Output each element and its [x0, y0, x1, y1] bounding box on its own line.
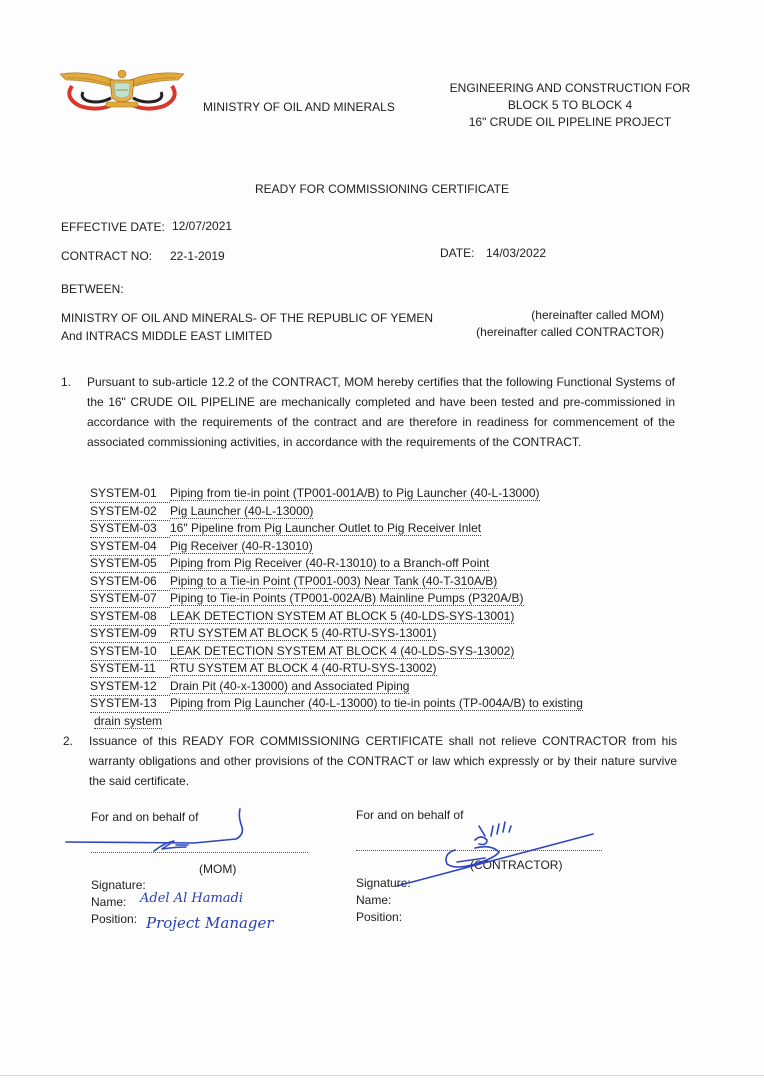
- effective-date-label: EFFECTIVE DATE:: [61, 220, 165, 234]
- mom-position-label: Position:: [91, 912, 138, 926]
- system-description-continuation: drain system: [94, 713, 163, 728]
- contractor-name-label: Name:: [356, 893, 392, 907]
- system-description: LEAK DETECTION SYSTEM AT BLOCK 5 (40-LDS-SYS-13001): [170, 608, 515, 623]
- system-row: [90, 520, 610, 538]
- effective-date-value: 12/07/2021: [172, 219, 233, 233]
- page-edge: [0, 1075, 764, 1076]
- between-label: BETWEEN:: [61, 282, 124, 296]
- system-row: [90, 485, 610, 503]
- system-id: SYSTEM-10: [90, 643, 170, 661]
- system-id: SYSTEM-13: [90, 695, 170, 713]
- system-row-continuation: [90, 713, 610, 731]
- clause-text: Pursuant to sub-article 12.2 of the CONTRACT, MOM hereby certifies that the following Functional Systems of the 16" CRUDE OIL PIPELINE are mechanically completed and have been tested and pre-commissioned in accordance with the requirements of the contract and are therefore in readiness for commencement of the associated commissioning activities, in accordance with the requirements of the CONTRACT.: [87, 375, 675, 449]
- contractor-on-behalf-label: For and on behalf of: [356, 808, 464, 822]
- system-description: Drain Pit (40-x-13000) and Associated Piping: [170, 678, 410, 693]
- system-description: RTU SYSTEM AT BLOCK 5 (40-RTU-SYS-13001): [170, 626, 437, 640]
- date-value: 14/03/2022: [486, 246, 547, 260]
- party-2-alias: (hereinafter called CONTRACTOR): [476, 325, 664, 339]
- contractor-signature-label: Signature:: [356, 876, 411, 890]
- party-2: And INTRACS MIDDLE EAST LIMITED: [61, 329, 273, 343]
- system-id: SYSTEM-12: [90, 678, 170, 696]
- system-description: RTU SYSTEM AT BLOCK 4 (40-RTU-SYS-13002): [170, 661, 437, 675]
- system-description: Pig Receiver (40-R-13010): [170, 538, 313, 553]
- project-header: [440, 80, 700, 131]
- clause-number: 2.: [63, 734, 74, 748]
- clause-1: [61, 372, 675, 452]
- system-description: Piping from tie-in point (TP001-001A/B) to Pig Launcher (40-L-13000): [170, 486, 540, 500]
- system-id: SYSTEM-06: [90, 573, 170, 591]
- system-id: SYSTEM-04: [90, 538, 170, 556]
- yemen-eagle-emblem-icon: [58, 68, 186, 112]
- mom-signature-label: Signature:: [91, 878, 146, 892]
- clause-text: Issuance of this READY FOR COMMISSIONING CERTIFICATE shall not relieve CONTRACTOR from his warranty obligations and other provisions of the CONTRACT or law which expressly or by their nature survive the said certificate.: [89, 734, 677, 788]
- system-id: SYSTEM-09: [90, 625, 170, 643]
- systems-list: [90, 485, 610, 730]
- system-id: SYSTEM-03: [90, 520, 170, 538]
- contract-no-value: 22-1-2019: [170, 249, 225, 263]
- system-row: [90, 573, 610, 591]
- system-row: [90, 503, 610, 521]
- mom-name-label: Name:: [91, 895, 127, 909]
- project-line: ENGINEERING AND CONSTRUCTION FOR: [449, 81, 691, 95]
- system-row: [90, 555, 610, 573]
- system-id: SYSTEM-01: [90, 485, 170, 503]
- party-1: MINISTRY OF OIL AND MINERALS- OF THE REPUBLIC OF YEMEN: [61, 311, 434, 325]
- contractor-handwritten-signature: [395, 812, 605, 892]
- mom-position-value: Project Manager: [146, 914, 274, 932]
- mom-handwritten-signature: [64, 805, 274, 860]
- system-description: Piping to a Tie-in Point (TP001-003) Near Tank (40-T-310A/B): [170, 573, 498, 588]
- system-row: [90, 643, 610, 661]
- clause-2: [63, 731, 677, 791]
- mom-party-label: (MOM): [199, 862, 237, 876]
- system-description: 16" Pipeline from Pig Launcher Outlet to Pig Receiver Inlet: [170, 521, 482, 535]
- certificate-title: READY FOR COMMISSIONING CERTIFICATE: [254, 182, 510, 196]
- system-description: LEAK DETECTION SYSTEM AT BLOCK 4 (40-LDS-SYS-13002): [170, 643, 515, 658]
- system-description: Piping from Pig Receiver (40-R-13010) to a Branch-off Point: [170, 556, 490, 570]
- system-id: SYSTEM-07: [90, 590, 170, 608]
- project-line: BLOCK 5 TO BLOCK 4: [507, 98, 633, 112]
- system-row: [90, 538, 610, 556]
- system-id: SYSTEM-08: [90, 608, 170, 626]
- mom-on-behalf-label: For and on behalf of: [91, 810, 199, 824]
- project-line: 16" CRUDE OIL PIPELINE PROJECT: [468, 115, 672, 129]
- system-id: SYSTEM-02: [90, 503, 170, 521]
- date-label: DATE:: [440, 246, 475, 260]
- contractor-position-label: Position:: [356, 910, 403, 924]
- party-1-alias: (hereinafter called MOM): [531, 308, 664, 322]
- system-description: Pig Launcher (40-L-13000): [170, 503, 314, 518]
- system-row: [90, 590, 610, 608]
- system-row: [90, 678, 610, 696]
- contractor-party-label: (CONTRACTOR): [470, 858, 563, 872]
- system-description: Piping from Pig Launcher (40-L-13000) to tie-in points (TP-004A/B) to existing: [170, 696, 583, 710]
- clause-number: 1.: [61, 375, 72, 389]
- system-row: [90, 695, 610, 713]
- ministry-name: MINISTRY OF OIL AND MINERALS: [203, 100, 395, 114]
- system-row: [90, 625, 610, 643]
- system-id: SYSTEM-11: [90, 660, 170, 678]
- system-row: [90, 608, 610, 626]
- mom-name-value: Adel Al Hamadi: [140, 891, 244, 906]
- system-description: Piping to Tie-in Points (TP001-002A/B) Mainline Pumps (P320A/B): [170, 591, 524, 605]
- system-row: [90, 660, 610, 678]
- contract-no-label: CONTRACT NO:: [61, 249, 153, 263]
- system-id: SYSTEM-05: [90, 555, 170, 573]
